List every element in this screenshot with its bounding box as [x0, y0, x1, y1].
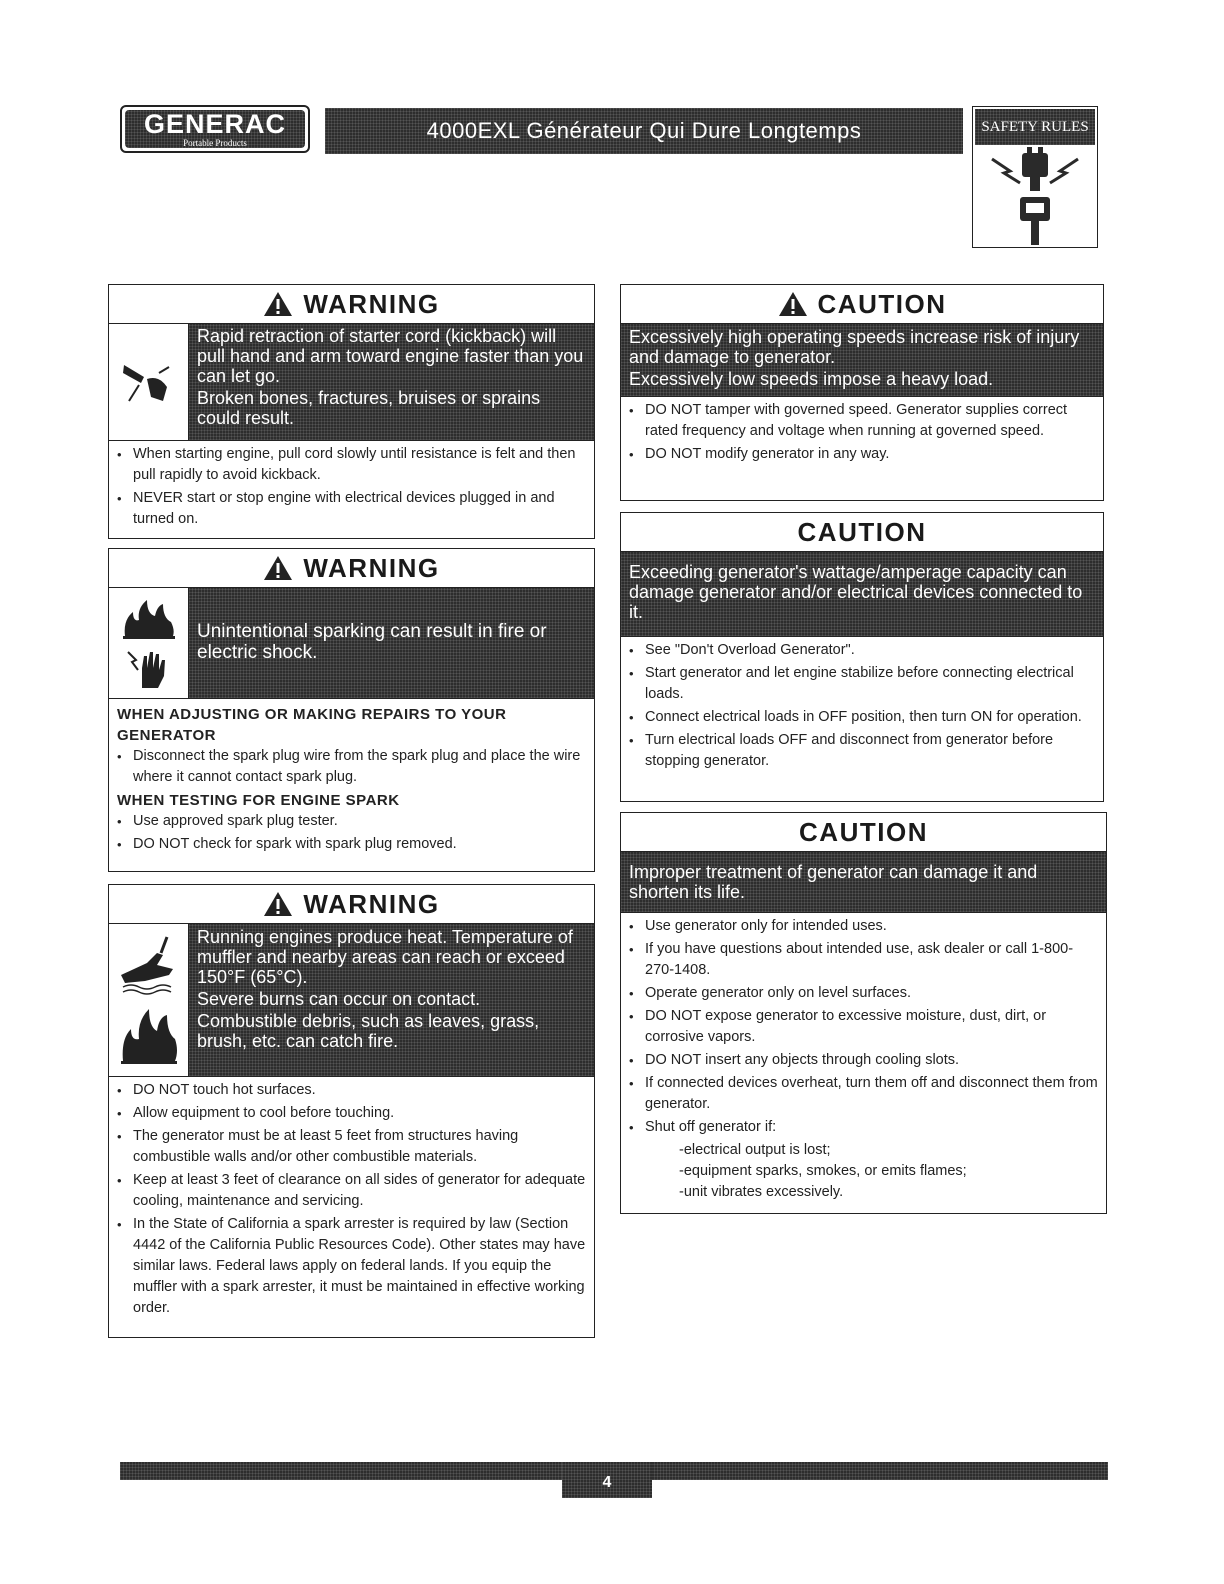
header-title-bar	[325, 108, 963, 154]
caution-overload-panel	[620, 512, 1104, 802]
warning3-banner-line: Severe burns can occur on contact.	[197, 989, 481, 1009]
electric-plug-icon	[980, 147, 1090, 247]
caution-title: CAUTION	[817, 288, 947, 319]
warning-triangle-icon	[263, 891, 293, 917]
warning2-banner: Unintentional sparking can result in fire or electric shock.	[197, 621, 547, 663]
caution2-banner: Exceeding generator's wattage/amperage capacity can damage generator and/or electrical devices connected to it.	[629, 562, 1083, 622]
list-item: • DO NOT touch hot surfaces.	[117, 1080, 586, 1101]
caution-treatment-panel	[620, 812, 1107, 1214]
safety-rules-label: SAFETY RULES	[975, 109, 1095, 145]
warning3-banner-line: Running engines produce heat. Temperature of muffler and nearby areas can reach or exceed 150°F (65°C).	[197, 927, 573, 987]
list-item: • DO NOT check for spark with spark plug removed.	[117, 834, 586, 855]
sub-item: -electrical output is lost;	[679, 1142, 831, 1158]
list-item: • If connected devices overheat, turn them off and disconnect them from generator.	[629, 1073, 1098, 1115]
list-item: • Keep at least 3 feet of clearance on all sides of generator for adequate cooling, maintenance and servicing.	[117, 1170, 586, 1212]
list-item: • Connect electrical loads in OFF position, then turn ON for operation.	[629, 707, 1095, 728]
warning2-subhead-spark: WHEN TESTING FOR ENGINE SPARK	[117, 792, 400, 809]
warning-triangle-icon	[263, 555, 293, 581]
list-item: • When starting engine, pull cord slowly until resistance is felt and then pull rapidly to avoid kickback.	[117, 444, 586, 486]
fire-icon	[117, 1003, 181, 1065]
list-item: • If you have questions about intended use, ask dealer or call 1-800-270-1408.	[629, 939, 1098, 981]
fire-icon	[119, 596, 179, 640]
list-item: • Allow equipment to cool before touching.	[117, 1103, 586, 1124]
list-item: • DO NOT insert any objects through cooling slots.	[629, 1050, 1098, 1071]
list-item: • DO NOT expose generator to excessive moisture, dust, dirt, or corrosive vapors.	[629, 1006, 1098, 1048]
warning-title: WARNING	[303, 552, 440, 583]
list-item: • DO NOT modify generator in any way.	[629, 444, 1095, 465]
kickback-hand-icon	[119, 357, 179, 407]
sub-item: -unit vibrates excessively.	[679, 1184, 844, 1200]
list-item: • Operate generator only on level surfaces.	[629, 983, 1098, 1004]
list-item: • Shut off generator if:	[629, 1117, 1098, 1138]
caution1-banner-line: Excessively low speeds impose a heavy load.	[629, 369, 994, 389]
page-title: 4000EXL Générateur Qui Dure Longtemps	[426, 118, 862, 143]
hot-surface-hand-icon	[117, 935, 181, 997]
list-item: • In the State of California a spark arrester is required by law (Section 4442 of the California Public Resources Code). Other states may have similar laws. Federal laws apply on federal lands. If you equip the muffler with a spark arrester, it must be maintained in effective working order.	[117, 1214, 586, 1319]
warning-triangle-icon	[263, 291, 293, 317]
logo-sub: Portable Products	[183, 138, 247, 148]
list-item: • Disconnect the spark plug wire from the spark plug and place the wire where it cannot contact spark plug.	[117, 746, 586, 788]
page-number: 4	[562, 1462, 652, 1498]
caution1-banner-line: Excessively high operating speeds increase risk of injury and damage to generator.	[629, 327, 1080, 367]
caution3-banner: Improper treatment of generator can damage it and shorten its life.	[629, 862, 1038, 902]
caution-title: CAUTION	[799, 816, 928, 847]
caution-title: CAUTION	[797, 516, 927, 547]
list-item: • Use approved spark plug tester.	[117, 811, 586, 832]
warning3-banner-line: Combustible debris, such as leaves, grass, brush, etc. can catch fire.	[197, 1011, 540, 1051]
list-item: • Start generator and let engine stabilize before connecting electrical loads.	[629, 663, 1095, 705]
logo-name: GENERAC	[143, 109, 286, 139]
warning1-banner-line: Rapid retraction of starter cord (kickback) will pull hand and arm toward engine faster than you can let go.	[197, 326, 584, 386]
warning-sparking-panel	[108, 548, 595, 872]
list-item: • DO NOT tamper with governed speed. Generator supplies correct rated frequency and voltage when running at governed speed.	[629, 400, 1095, 442]
warning2-subhead-repairs: WHEN ADJUSTING OR MAKING REPAIRS TO YOUR GENERATOR	[117, 706, 507, 744]
generac-logo	[120, 105, 310, 153]
sub-item: -equipment sparks, smokes, or emits flames;	[679, 1163, 967, 1179]
list-item: • See "Don't Overload Generator".	[629, 640, 1095, 661]
warning1-banner-line: Broken bones, fractures, bruises or sprains could result.	[197, 388, 541, 428]
list-item: • Use generator only for intended uses.	[629, 916, 1098, 937]
warning-title: WARNING	[303, 888, 440, 919]
warning-title: WARNING	[303, 288, 440, 319]
list-item: • The generator must be at least 5 feet from structures having combustible walls and/or other combustible materials.	[117, 1126, 586, 1168]
list-item: • Turn electrical loads OFF and disconnect from generator before stopping generator.	[629, 730, 1095, 772]
electric-shock-hand-icon	[124, 646, 174, 690]
caution-speed-panel	[620, 284, 1104, 501]
warning-triangle-icon	[778, 291, 808, 317]
safety-rules-badge	[972, 106, 1098, 248]
list-item: • NEVER start or stop engine with electrical devices plugged in and turned on.	[117, 488, 586, 530]
warning-heat-panel	[108, 884, 595, 1338]
warning-kickback-panel	[108, 284, 595, 539]
